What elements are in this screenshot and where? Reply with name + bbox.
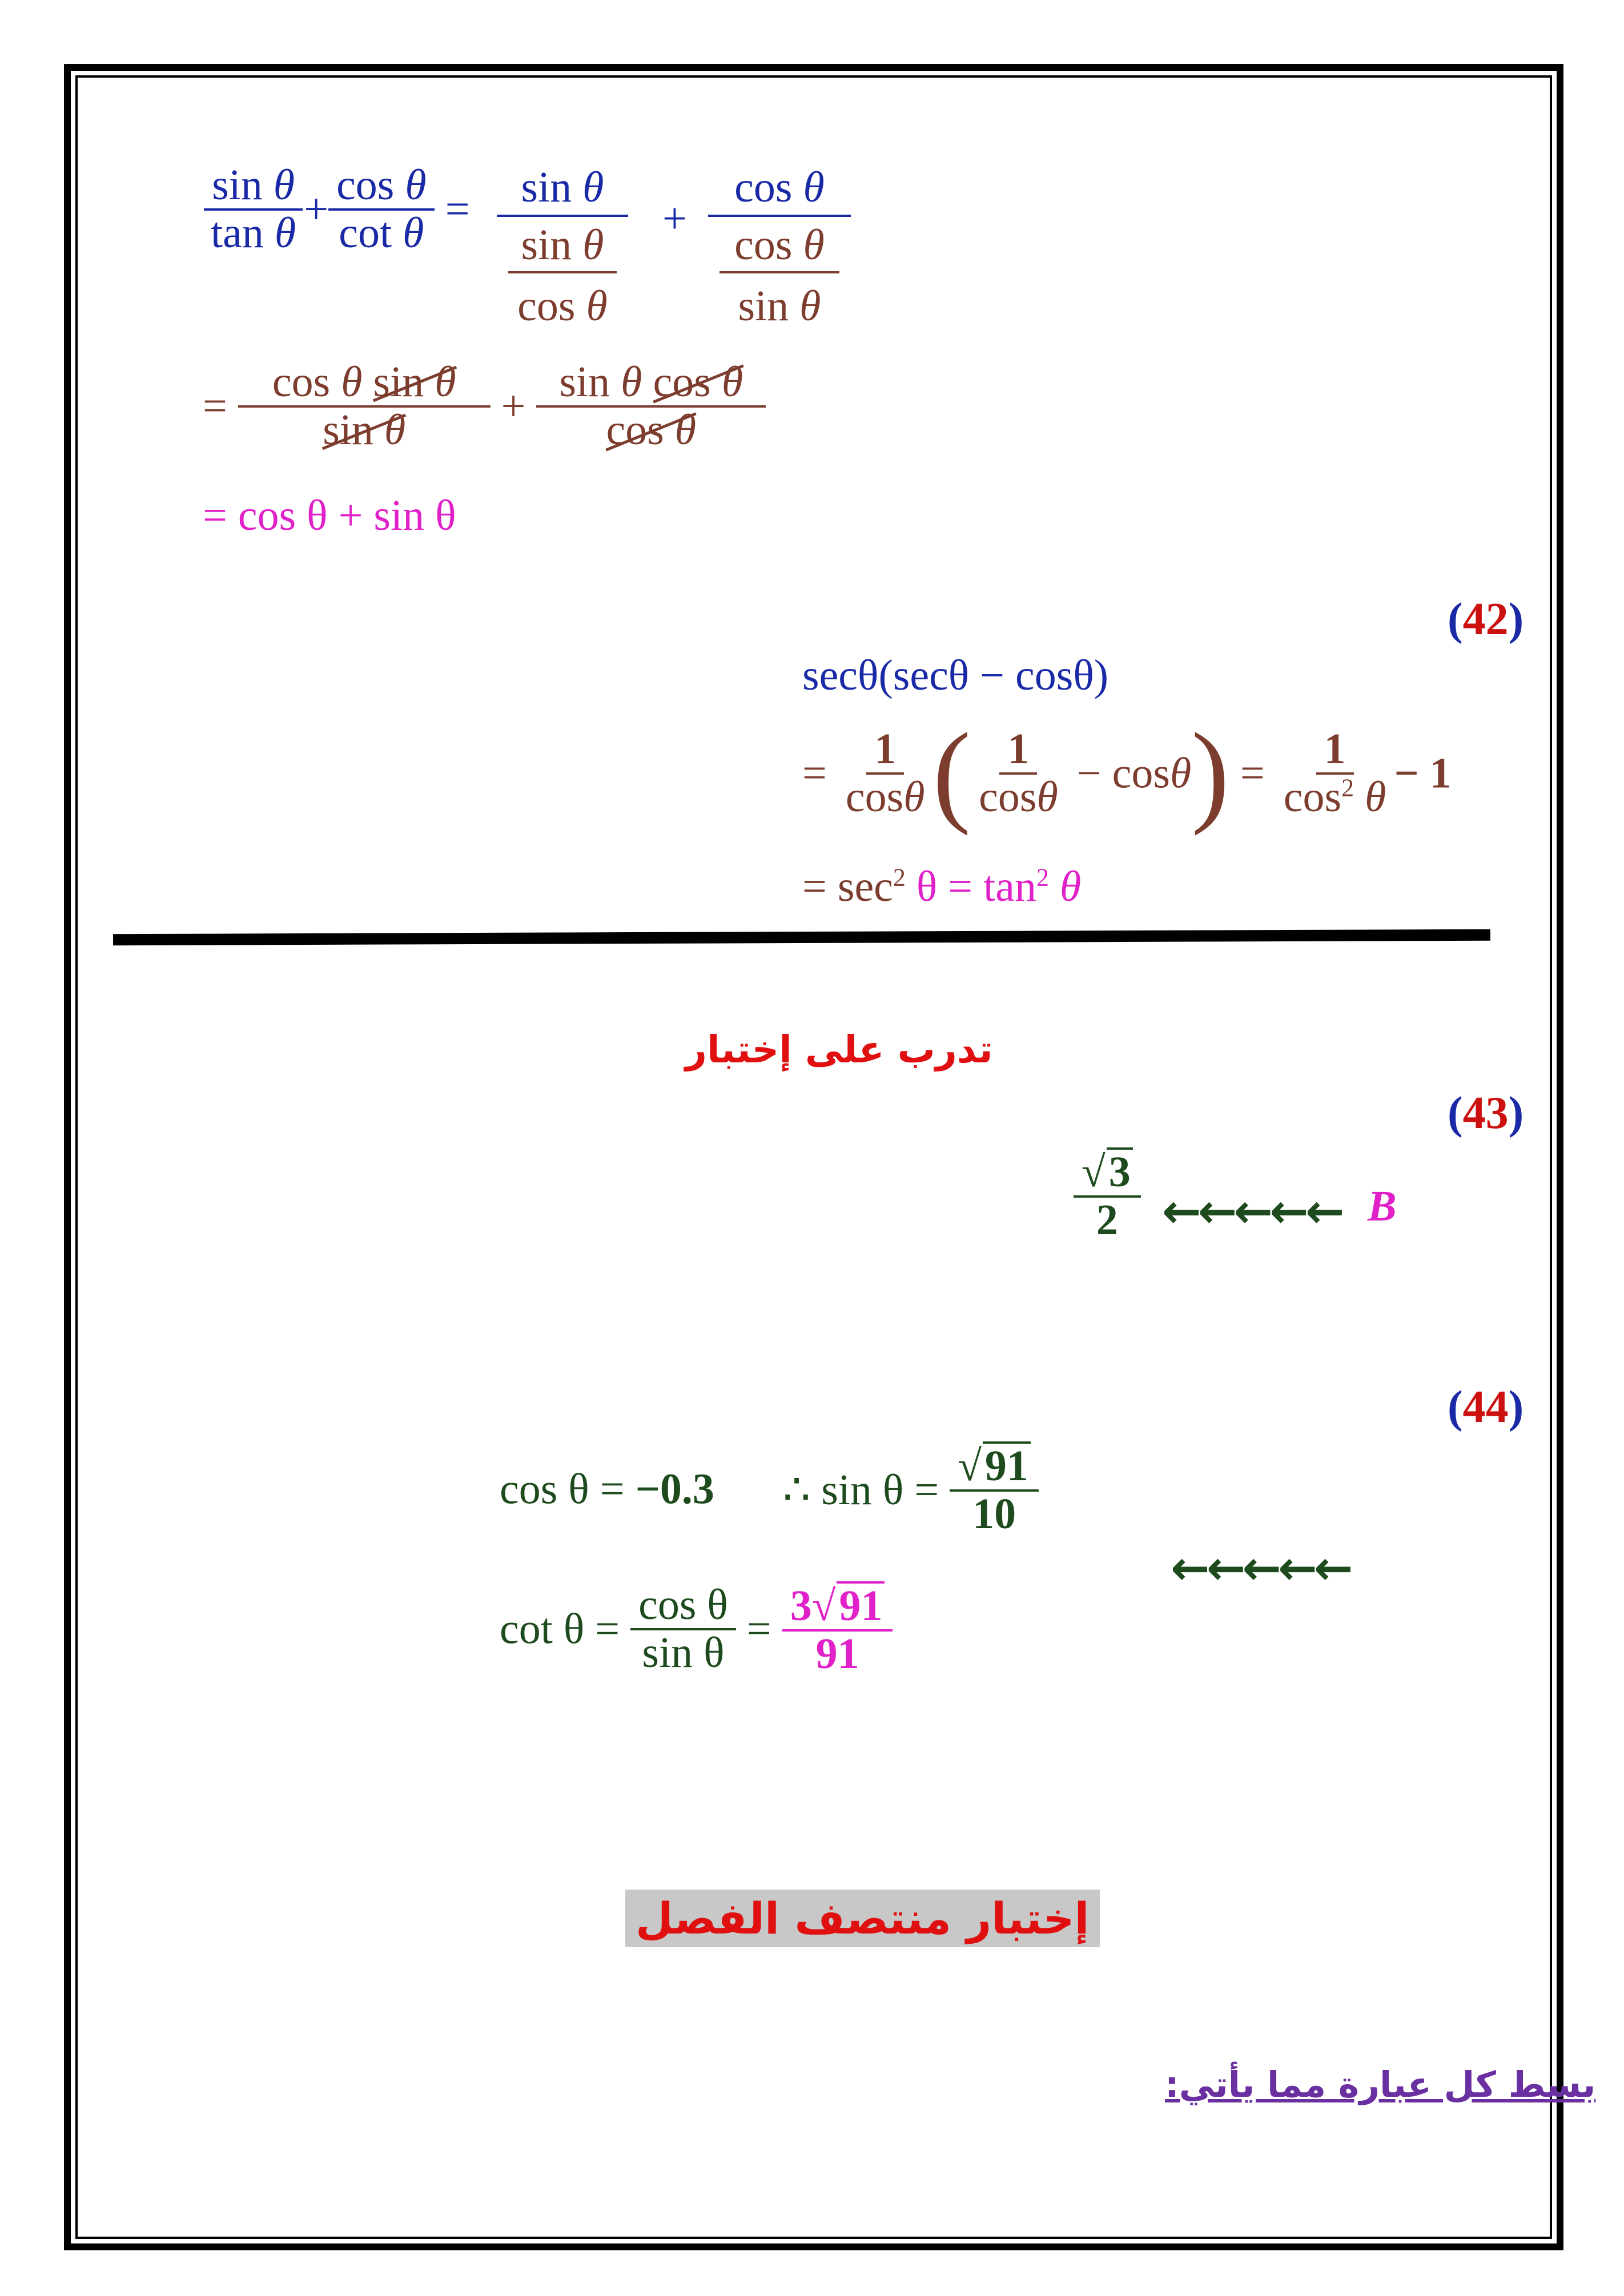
fraction: $\frac{1}{\cos\theta}$ <box>979 725 1058 821</box>
instruction-text: بسط كل عبارة مما يأتي: <box>1165 2064 1596 2105</box>
arrows-icon: ←←←←← <box>1171 1541 1350 1596</box>
fraction: $\frac{\text{sin θ}}{\text{tan θ}}$ <box>203 163 304 256</box>
fraction: $\frac{1}{\cos^2 \theta}$ <box>1283 725 1386 821</box>
question-number-43: (43) <box>1448 1088 1524 1138</box>
complex-fraction-cos: cos θ cos θ sin θ <box>708 163 851 331</box>
fraction-cancel-cos: $\frac{\text{sin θ cos θ}}{\text{cos θ}}$ <box>536 360 766 453</box>
identity-line-1: $\frac{\text{sin θ}}{\text{tan θ}}$ + $\frac{\text{cos θ}}{\text{cot θ}}$ = <box>203 163 470 256</box>
practice-heading: تدرب على إختبار <box>685 1028 993 1072</box>
fraction-result: $\frac{3√91}{91}$ <box>782 1581 893 1677</box>
q42-line-2: = $\frac{1}{\cos\theta}$ ( $\frac{1}{\cos\theta}$ − cosθ) = $\frac{1}{\cos^2 \theta}$ − 1 <box>802 710 1452 836</box>
q42-line-1: secθ(secθ − cosθ) <box>802 651 1109 699</box>
arrows-icon: ←←←←← <box>1162 1185 1341 1239</box>
fraction: $\frac{1}{\cos\theta}$ <box>845 725 925 821</box>
fraction: $\frac{\text{cos θ}}{\text{sin θ}}$ <box>630 1582 736 1676</box>
q43-fraction: $\frac{√3}{2}$ <box>1074 1147 1141 1243</box>
fraction: $\frac{\text{cos θ}}{\text{cot θ}}$ <box>328 163 435 256</box>
plus-sign: + <box>662 195 687 243</box>
identity-line-2: = $\frac{\text{cos θ sin θ}}{\text{sin θ}}$ + $\frac{\text{sin θ cos θ}}{\text{cos θ}}$ <box>203 360 766 453</box>
q43-answer: B <box>1368 1182 1397 1230</box>
q44-line-2: cot θ = $\frac{\text{cos θ}}{\text{sin θ}}$ = $\frac{3√91}{91}$ <box>500 1581 893 1677</box>
complex-fraction-sin: sin θ sin θ cos θ <box>497 163 628 331</box>
q42-line-3: = $\sec^2 \theta = \tan^2 \theta$ <box>802 863 1082 911</box>
fraction-cancel-sin: $\frac{\text{cos θ sin θ}}{\text{sin θ}}$ <box>238 360 491 453</box>
midchapter-heading: إختبار منتصف الفصل <box>625 1890 1100 1947</box>
q44-line-1: cos θ = −0.3 ∴ sin θ = $\frac{√91}{10}$ <box>500 1441 1039 1537</box>
question-number-42: (42) <box>1448 594 1524 645</box>
identity-result: = cos θ + sin θ <box>203 492 456 539</box>
question-number-44: (44) <box>1448 1382 1524 1432</box>
fraction: $\frac{√91}{10}$ <box>950 1441 1039 1537</box>
